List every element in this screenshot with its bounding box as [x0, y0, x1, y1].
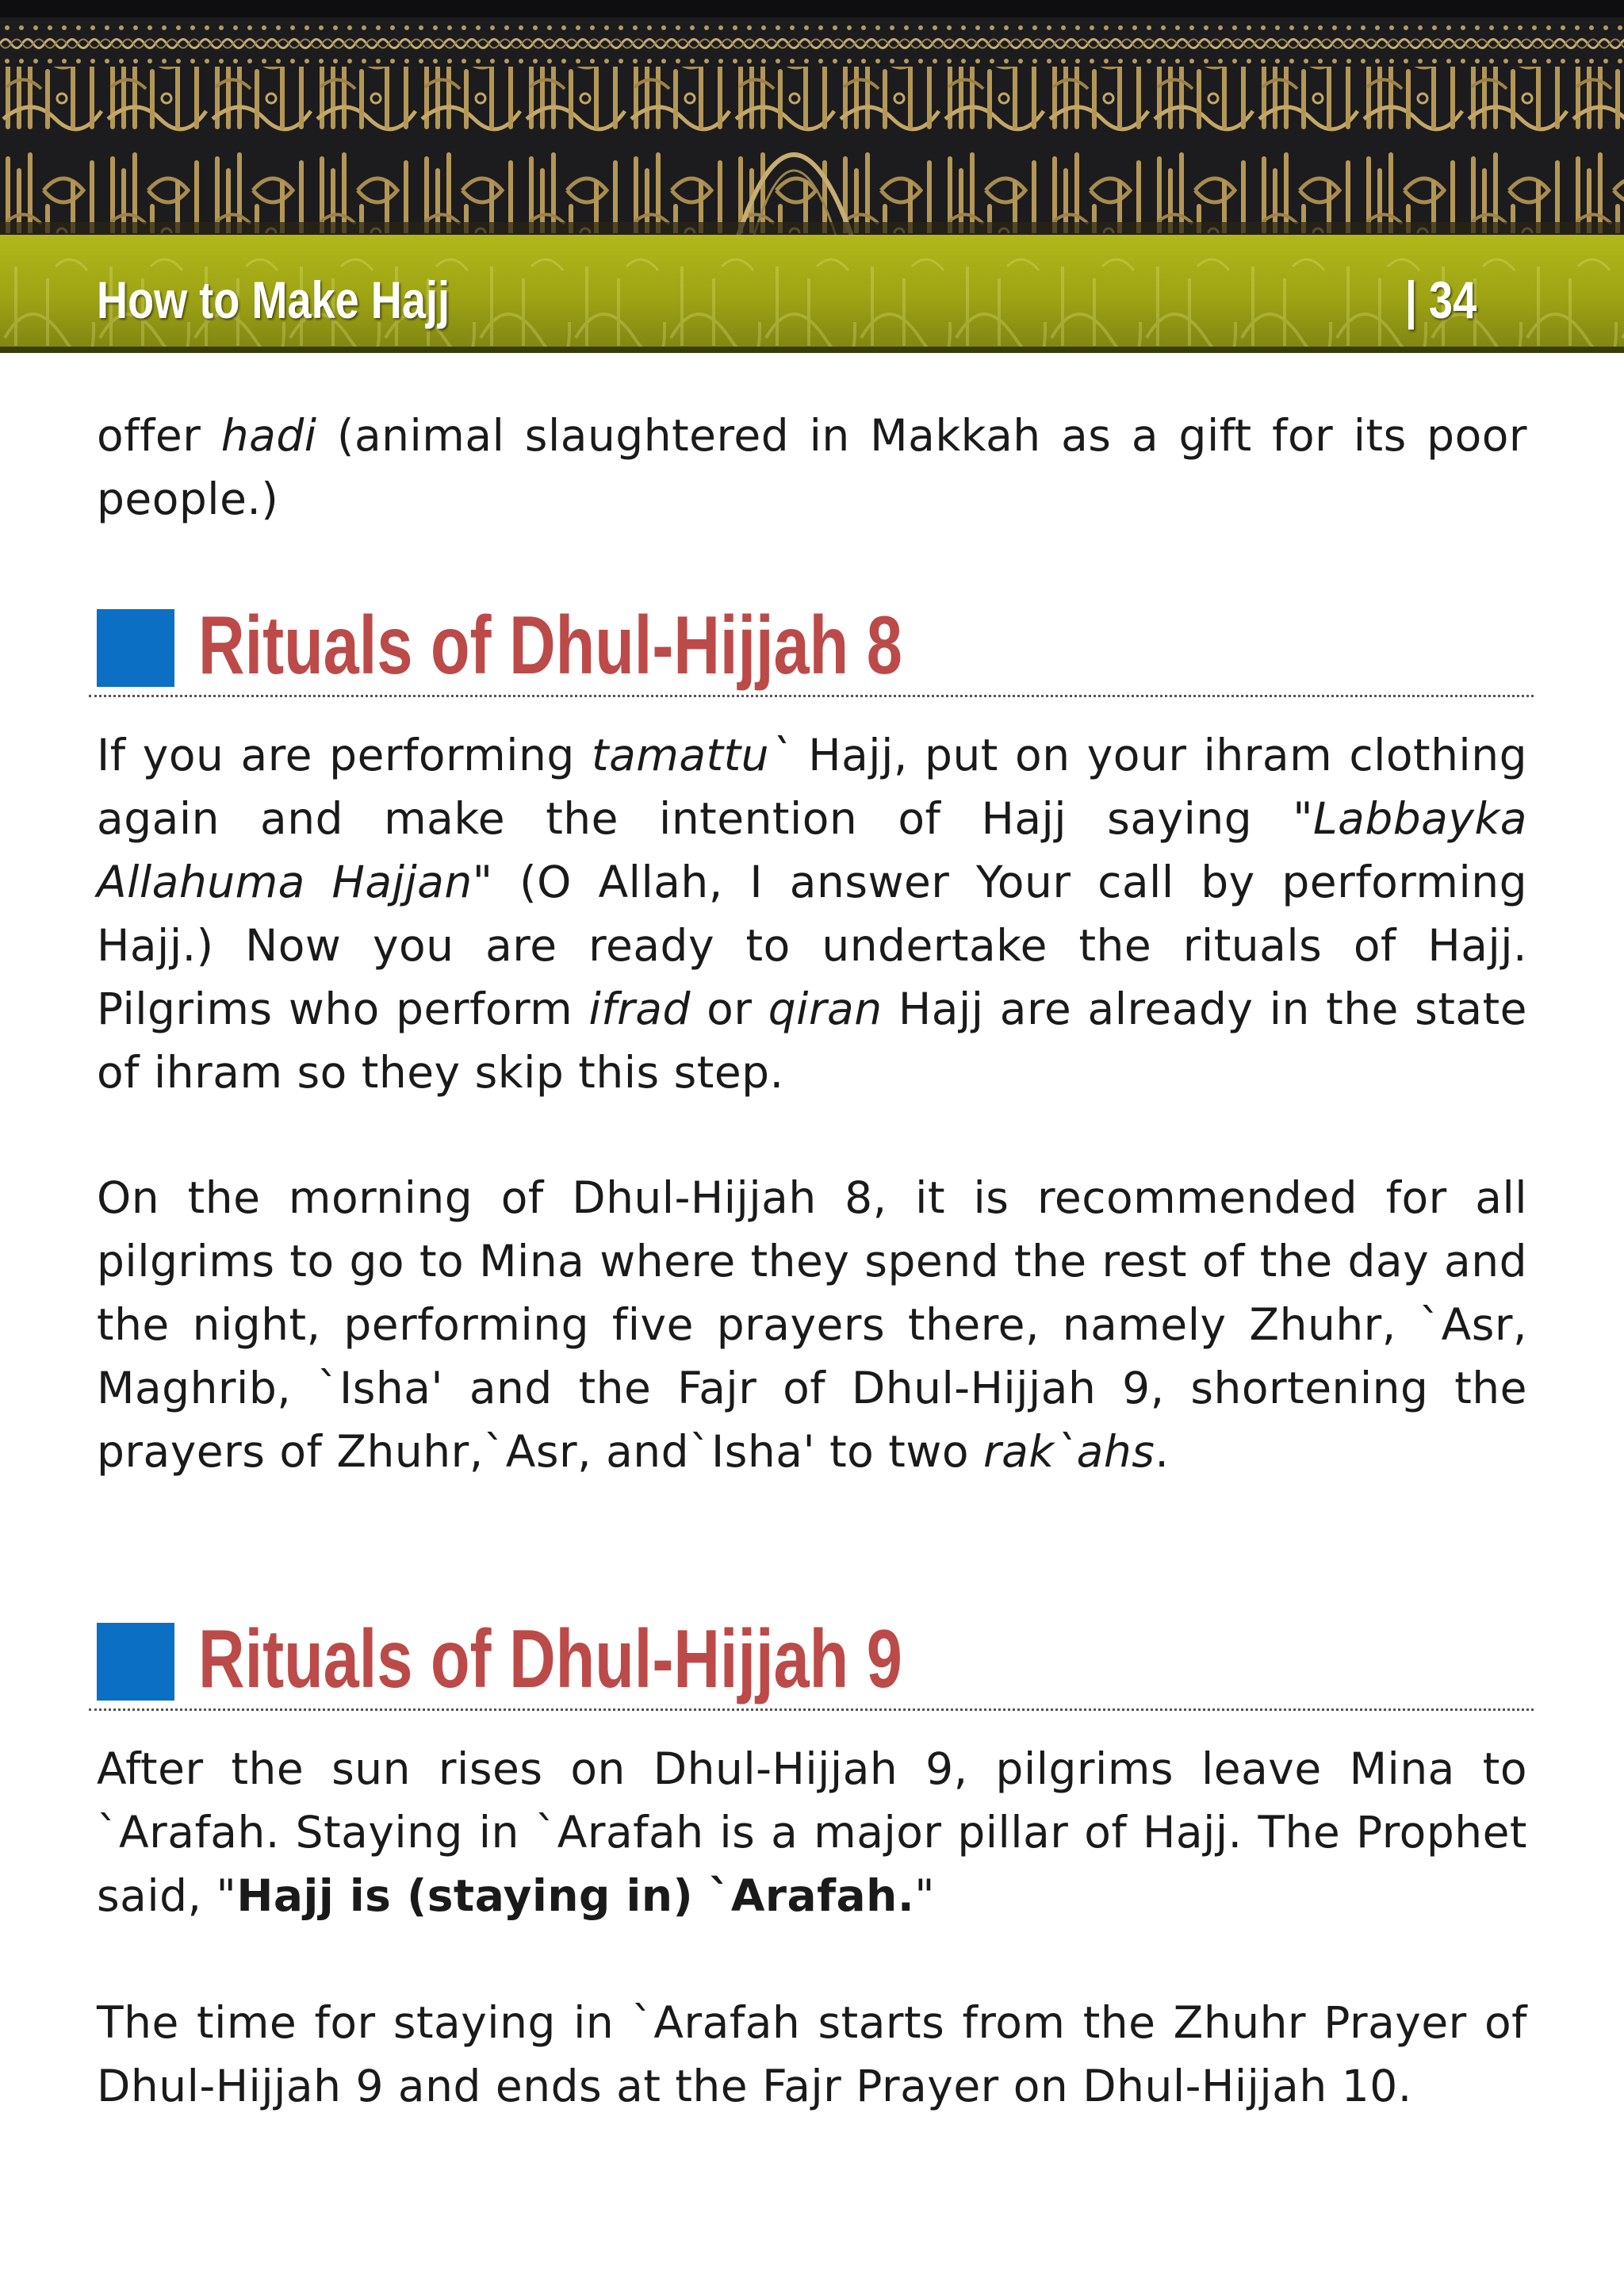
- heading-square-icon: [97, 609, 174, 687]
- header-banner: [0, 0, 1624, 353]
- section-divider: [89, 1708, 1534, 1711]
- section-title: Rituals of Dhul-Hijjah 8: [198, 600, 902, 692]
- paragraph-ihram: If you are performing tamattu` Hajj, put on your ihram clothing again and make the intention of Hajj saying "Labbayka Allahuma Hajjan" (O Allah, I answer Your call by performing Hajj.) Now you are ready to undertake the rituals of Hajj. Pilgrims who perform ifrad or qiran Hajj are already in the state of ihram so they skip this step.: [97, 730, 1528, 1098]
- intro-paragraph: offer hadi (animal slaughtered in Makkah as a gift for its poor people.): [97, 410, 1527, 524]
- paragraph-arafah-time: The time for staying in `Arafah starts from the Zhuhr Prayer of Dhul-Hijjah 9 and ends at the Fajr Prayer on Dhul-Hijjah 10.: [97, 1997, 1527, 2111]
- section-heading-dhul-hijjah-8: [97, 596, 1532, 692]
- page-number: | 34: [1404, 270, 1477, 329]
- heading-square-icon: [97, 1623, 174, 1701]
- section-title: Rituals of Dhul-Hijjah 9: [198, 1613, 902, 1705]
- document-title: How to Make Hajj: [97, 270, 450, 329]
- banner-bottom-rule: [0, 347, 1624, 353]
- kaaba-kiswa-calligraphy-image: [0, 0, 1624, 238]
- section-heading-dhul-hijjah-9: [97, 1610, 1532, 1705]
- paragraph-mina: On the morning of Dhul-Hijjah 8, it is recommended for all pilgrims to go to Mina where they spend the rest of the day and the night, performing five prayers there, namely Zhuhr, `Asr, Maghrib, `Isha' and the Fajr of Dhul-Hijjah 9, shortening the prayers of Zhuhr,`Asr, and`Isha' to two rak`ahs.: [97, 1172, 1527, 1477]
- paragraph-arafah: After the sun rises on Dhul-Hijjah 9, pilgrims leave Mina to `Arafah. Staying in `Arafah is a major pillar of Hajj. The Prophet said, "Hajj is (staying in) `Arafah.": [97, 1743, 1527, 1921]
- section-divider: [89, 695, 1534, 697]
